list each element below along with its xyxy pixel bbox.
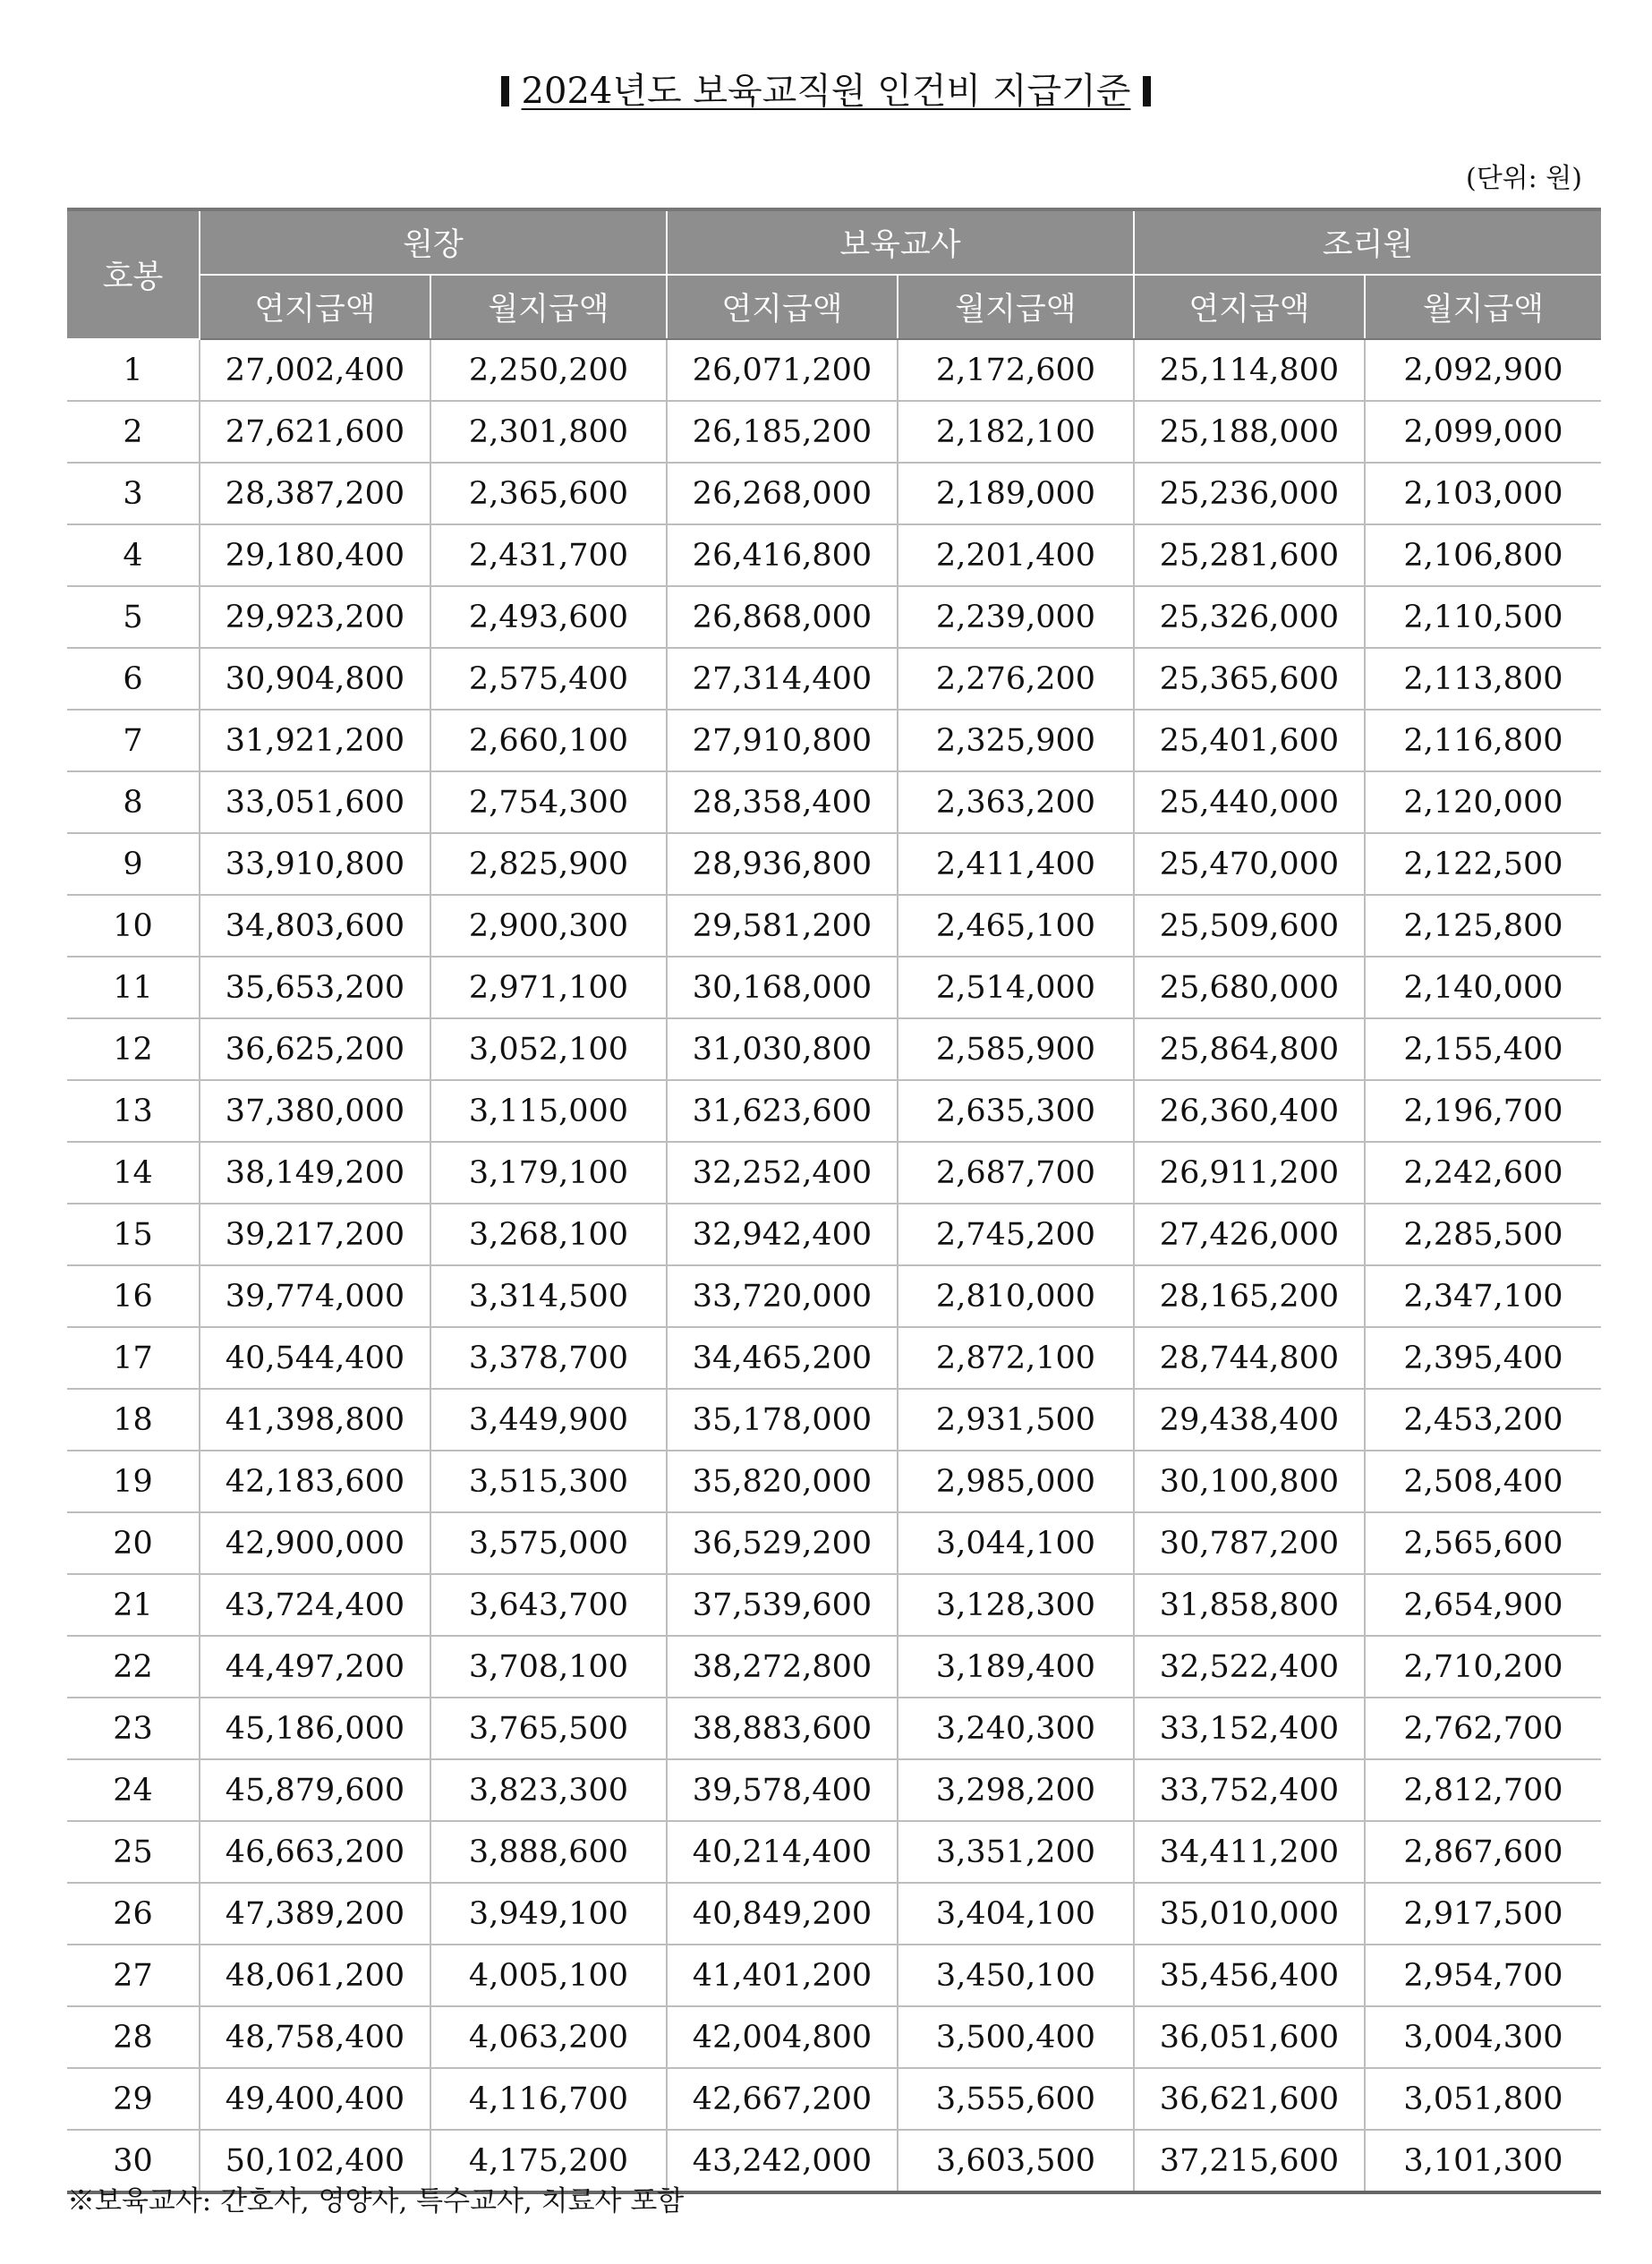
cell-cook-annual: 34,411,200 xyxy=(1134,1821,1365,1883)
header-sub-row xyxy=(67,275,1601,339)
table-row xyxy=(67,1142,1601,1204)
table-row xyxy=(67,771,1601,833)
cell-teacher-monthly: 2,276,200 xyxy=(898,648,1134,710)
cell-teacher-annual: 43,242,000 xyxy=(667,2130,898,2192)
cell-step: 12 xyxy=(67,1018,200,1080)
cell-cook-annual: 32,522,400 xyxy=(1134,1636,1365,1698)
cell-teacher-annual: 26,185,200 xyxy=(667,401,898,463)
cell-teacher-monthly: 3,450,100 xyxy=(898,1945,1134,2006)
cell-teacher-monthly: 3,500,400 xyxy=(898,2006,1134,2068)
cell-teacher-annual: 39,578,400 xyxy=(667,1759,898,1821)
cell-director-monthly: 3,378,700 xyxy=(430,1327,667,1389)
cell-teacher-monthly: 2,745,200 xyxy=(898,1204,1134,1265)
cell-cook-annual: 30,100,800 xyxy=(1134,1451,1365,1512)
header-group-teacher: 보육교사 xyxy=(667,209,1134,275)
cell-cook-annual: 25,365,600 xyxy=(1134,648,1365,710)
cell-teacher-monthly: 2,985,000 xyxy=(898,1451,1134,1512)
cell-step: 25 xyxy=(67,1821,200,1883)
cell-teacher-annual: 35,820,000 xyxy=(667,1451,898,1512)
cell-cook-monthly: 2,242,600 xyxy=(1365,1142,1601,1204)
cell-cook-monthly: 2,710,200 xyxy=(1365,1636,1601,1698)
cell-cook-monthly: 3,004,300 xyxy=(1365,2006,1601,2068)
cell-step: 6 xyxy=(67,648,200,710)
header-monthly: 월지급액 xyxy=(430,275,667,339)
cell-teacher-annual: 34,465,200 xyxy=(667,1327,898,1389)
cell-step: 30 xyxy=(67,2130,200,2192)
cell-cook-annual: 25,440,000 xyxy=(1134,771,1365,833)
cell-cook-monthly: 2,565,600 xyxy=(1365,1512,1601,1574)
table-row xyxy=(67,586,1601,648)
cell-director-monthly: 2,250,200 xyxy=(430,339,667,401)
cell-cook-monthly: 2,954,700 xyxy=(1365,1945,1601,2006)
cell-step: 15 xyxy=(67,1204,200,1265)
cell-cook-monthly: 2,654,900 xyxy=(1365,1574,1601,1636)
title-text: 2024년도 보육교직원 인건비 지급기준 xyxy=(521,71,1131,112)
table-row xyxy=(67,1574,1601,1636)
cell-teacher-annual: 40,849,200 xyxy=(667,1883,898,1945)
cell-cook-annual: 25,281,600 xyxy=(1134,524,1365,586)
table-row xyxy=(67,957,1601,1018)
cell-teacher-annual: 32,942,400 xyxy=(667,1204,898,1265)
cell-step: 19 xyxy=(67,1451,200,1512)
cell-step: 14 xyxy=(67,1142,200,1204)
cell-step: 28 xyxy=(67,2006,200,2068)
table-row xyxy=(67,1883,1601,1945)
cell-cook-monthly: 3,101,300 xyxy=(1365,2130,1601,2192)
cell-cook-annual: 25,401,600 xyxy=(1134,710,1365,771)
cell-step: 17 xyxy=(67,1327,200,1389)
header-step: 호봉 xyxy=(67,209,200,339)
cell-step: 22 xyxy=(67,1636,200,1698)
cell-teacher-annual: 26,268,000 xyxy=(667,463,898,524)
cell-teacher-monthly: 3,298,200 xyxy=(898,1759,1134,1821)
table-row xyxy=(67,1265,1601,1327)
cell-step: 23 xyxy=(67,1698,200,1759)
cell-director-annual: 49,400,400 xyxy=(200,2068,430,2130)
cell-teacher-annual: 42,004,800 xyxy=(667,2006,898,2068)
cell-cook-annual: 25,114,800 xyxy=(1134,339,1365,401)
cell-director-annual: 33,910,800 xyxy=(200,833,430,895)
cell-teacher-annual: 26,071,200 xyxy=(667,339,898,401)
header-monthly: 월지급액 xyxy=(1365,275,1601,339)
cell-director-annual: 42,183,600 xyxy=(200,1451,430,1512)
cell-cook-annual: 25,326,000 xyxy=(1134,586,1365,648)
cell-cook-monthly: 2,099,000 xyxy=(1365,401,1601,463)
cell-director-monthly: 2,575,400 xyxy=(430,648,667,710)
cell-step: 1 xyxy=(67,339,200,401)
table-header xyxy=(67,209,1601,339)
cell-teacher-monthly: 2,687,700 xyxy=(898,1142,1134,1204)
cell-cook-annual: 27,426,000 xyxy=(1134,1204,1365,1265)
cell-director-monthly: 3,643,700 xyxy=(430,1574,667,1636)
cell-director-monthly: 3,115,000 xyxy=(430,1080,667,1142)
cell-teacher-monthly: 2,172,600 xyxy=(898,339,1134,401)
cell-step: 3 xyxy=(67,463,200,524)
cell-teacher-monthly: 2,325,900 xyxy=(898,710,1134,771)
cell-step: 10 xyxy=(67,895,200,957)
cell-step: 2 xyxy=(67,401,200,463)
cell-director-monthly: 2,431,700 xyxy=(430,524,667,586)
cell-cook-annual: 37,215,600 xyxy=(1134,2130,1365,2192)
cell-director-annual: 37,380,000 xyxy=(200,1080,430,1142)
cell-director-monthly: 3,179,100 xyxy=(430,1142,667,1204)
cell-step: 29 xyxy=(67,2068,200,2130)
cell-director-monthly: 3,268,100 xyxy=(430,1204,667,1265)
cell-teacher-monthly: 3,044,100 xyxy=(898,1512,1134,1574)
cell-cook-monthly: 2,196,700 xyxy=(1365,1080,1601,1142)
table-row xyxy=(67,1636,1601,1698)
cell-director-annual: 40,544,400 xyxy=(200,1327,430,1389)
cell-cook-annual: 25,509,600 xyxy=(1134,895,1365,957)
cell-director-monthly: 3,575,000 xyxy=(430,1512,667,1574)
cell-director-annual: 29,180,400 xyxy=(200,524,430,586)
cell-step: 4 xyxy=(67,524,200,586)
cell-cook-monthly: 2,125,800 xyxy=(1365,895,1601,957)
cell-cook-monthly: 2,122,500 xyxy=(1365,833,1601,895)
table-row xyxy=(67,1327,1601,1389)
table-row xyxy=(67,1018,1601,1080)
header-annual: 연지급액 xyxy=(1134,275,1365,339)
cell-director-annual: 39,217,200 xyxy=(200,1204,430,1265)
cell-director-annual: 43,724,400 xyxy=(200,1574,430,1636)
cell-director-annual: 31,921,200 xyxy=(200,710,430,771)
cell-cook-annual: 36,051,600 xyxy=(1134,2006,1365,2068)
cell-teacher-monthly: 2,189,000 xyxy=(898,463,1134,524)
cell-step: 21 xyxy=(67,1574,200,1636)
cell-cook-annual: 28,165,200 xyxy=(1134,1265,1365,1327)
title-bar-right xyxy=(1143,76,1151,106)
cell-teacher-monthly: 2,585,900 xyxy=(898,1018,1134,1080)
cell-step: 24 xyxy=(67,1759,200,1821)
table-row xyxy=(67,1512,1601,1574)
cell-director-monthly: 2,493,600 xyxy=(430,586,667,648)
table-row xyxy=(67,1821,1601,1883)
cell-cook-monthly: 2,103,000 xyxy=(1365,463,1601,524)
cell-teacher-annual: 28,936,800 xyxy=(667,833,898,895)
cell-teacher-annual: 26,868,000 xyxy=(667,586,898,648)
cell-teacher-annual: 38,272,800 xyxy=(667,1636,898,1698)
cell-teacher-annual: 29,581,200 xyxy=(667,895,898,957)
cell-step: 26 xyxy=(67,1883,200,1945)
cell-teacher-annual: 31,623,600 xyxy=(667,1080,898,1142)
cell-cook-monthly: 2,155,400 xyxy=(1365,1018,1601,1080)
cell-teacher-annual: 36,529,200 xyxy=(667,1512,898,1574)
cell-teacher-annual: 27,314,400 xyxy=(667,648,898,710)
cell-cook-monthly: 2,106,800 xyxy=(1365,524,1601,586)
cell-teacher-monthly: 3,404,100 xyxy=(898,1883,1134,1945)
cell-teacher-monthly: 3,555,600 xyxy=(898,2068,1134,2130)
cell-teacher-annual: 40,214,400 xyxy=(667,1821,898,1883)
cell-cook-monthly: 2,113,800 xyxy=(1365,648,1601,710)
cell-teacher-annual: 38,883,600 xyxy=(667,1698,898,1759)
table-row xyxy=(67,2068,1601,2130)
table-row xyxy=(67,648,1601,710)
cell-cook-monthly: 2,867,600 xyxy=(1365,1821,1601,1883)
cell-director-annual: 34,803,600 xyxy=(200,895,430,957)
cell-cook-monthly: 2,116,800 xyxy=(1365,710,1601,771)
cell-director-annual: 38,149,200 xyxy=(200,1142,430,1204)
cell-cook-monthly: 2,347,100 xyxy=(1365,1265,1601,1327)
table-row xyxy=(67,895,1601,957)
cell-director-annual: 27,002,400 xyxy=(200,339,430,401)
table-row xyxy=(67,524,1601,586)
cell-teacher-monthly: 3,128,300 xyxy=(898,1574,1134,1636)
cell-director-annual: 45,879,600 xyxy=(200,1759,430,1821)
cell-teacher-monthly: 2,514,000 xyxy=(898,957,1134,1018)
cell-teacher-annual: 27,910,800 xyxy=(667,710,898,771)
cell-teacher-monthly: 3,603,500 xyxy=(898,2130,1134,2192)
table-row xyxy=(67,1204,1601,1265)
cell-step: 11 xyxy=(67,957,200,1018)
cell-cook-monthly: 2,762,700 xyxy=(1365,1698,1601,1759)
cell-cook-monthly: 2,812,700 xyxy=(1365,1759,1601,1821)
table-row xyxy=(67,463,1601,524)
cell-director-monthly: 3,765,500 xyxy=(430,1698,667,1759)
cell-director-monthly: 4,063,200 xyxy=(430,2006,667,2068)
cell-cook-annual: 28,744,800 xyxy=(1134,1327,1365,1389)
cell-director-monthly: 4,175,200 xyxy=(430,2130,667,2192)
header-annual: 연지급액 xyxy=(200,275,430,339)
cell-cook-annual: 30,787,200 xyxy=(1134,1512,1365,1574)
cell-cook-monthly: 2,140,000 xyxy=(1365,957,1601,1018)
cell-teacher-monthly: 3,240,300 xyxy=(898,1698,1134,1759)
cell-teacher-monthly: 2,411,400 xyxy=(898,833,1134,895)
table-row xyxy=(67,1080,1601,1142)
cell-step: 5 xyxy=(67,586,200,648)
cell-cook-monthly: 2,092,900 xyxy=(1365,339,1601,401)
cell-teacher-annual: 28,358,400 xyxy=(667,771,898,833)
cell-teacher-monthly: 2,182,100 xyxy=(898,401,1134,463)
cell-director-annual: 50,102,400 xyxy=(200,2130,430,2192)
cell-teacher-monthly: 2,810,000 xyxy=(898,1265,1134,1327)
cell-director-annual: 27,621,600 xyxy=(200,401,430,463)
cell-step: 18 xyxy=(67,1389,200,1451)
table-row xyxy=(67,833,1601,895)
cell-director-monthly: 2,301,800 xyxy=(430,401,667,463)
salary-table xyxy=(67,208,1601,2194)
cell-cook-annual: 25,864,800 xyxy=(1134,1018,1365,1080)
cell-cook-annual: 25,236,000 xyxy=(1134,463,1365,524)
cell-director-monthly: 2,365,600 xyxy=(430,463,667,524)
cell-teacher-monthly: 2,465,100 xyxy=(898,895,1134,957)
cell-cook-annual: 25,188,000 xyxy=(1134,401,1365,463)
cell-director-annual: 28,387,200 xyxy=(200,463,430,524)
cell-cook-annual: 36,621,600 xyxy=(1134,2068,1365,2130)
cell-cook-annual: 33,152,400 xyxy=(1134,1698,1365,1759)
footnote: ※보육교사: 간호사, 영양사, 특수교사, 치료사 포함 xyxy=(67,2185,685,2217)
header-group-cook: 조리원 xyxy=(1134,209,1601,275)
cell-cook-annual: 31,858,800 xyxy=(1134,1574,1365,1636)
cell-director-annual: 30,904,800 xyxy=(200,648,430,710)
cell-cook-monthly: 2,110,500 xyxy=(1365,586,1601,648)
cell-director-annual: 47,389,200 xyxy=(200,1883,430,1945)
table-body xyxy=(67,339,1601,2192)
table-row xyxy=(67,1945,1601,2006)
table-row xyxy=(67,339,1601,401)
cell-teacher-annual: 41,401,200 xyxy=(667,1945,898,2006)
header-monthly: 월지급액 xyxy=(898,275,1134,339)
table-row xyxy=(67,2006,1601,2068)
header-group-director: 원장 xyxy=(200,209,667,275)
cell-teacher-annual: 32,252,400 xyxy=(667,1142,898,1204)
cell-director-monthly: 3,888,600 xyxy=(430,1821,667,1883)
cell-teacher-annual: 37,539,600 xyxy=(667,1574,898,1636)
cell-director-annual: 48,758,400 xyxy=(200,2006,430,2068)
cell-cook-monthly: 2,917,500 xyxy=(1365,1883,1601,1945)
cell-director-annual: 45,186,000 xyxy=(200,1698,430,1759)
cell-director-monthly: 3,949,100 xyxy=(430,1883,667,1945)
cell-cook-annual: 35,456,400 xyxy=(1134,1945,1365,2006)
cell-director-monthly: 3,515,300 xyxy=(430,1451,667,1512)
cell-cook-annual: 29,438,400 xyxy=(1134,1389,1365,1451)
cell-director-monthly: 2,900,300 xyxy=(430,895,667,957)
cell-cook-annual: 25,680,000 xyxy=(1134,957,1365,1018)
cell-director-annual: 41,398,800 xyxy=(200,1389,430,1451)
cell-director-annual: 33,051,600 xyxy=(200,771,430,833)
cell-cook-monthly: 2,285,500 xyxy=(1365,1204,1601,1265)
cell-cook-annual: 26,911,200 xyxy=(1134,1142,1365,1204)
cell-teacher-monthly: 2,635,300 xyxy=(898,1080,1134,1142)
cell-teacher-monthly: 2,931,500 xyxy=(898,1389,1134,1451)
cell-director-monthly: 2,825,900 xyxy=(430,833,667,895)
unit-label: (단위: 원) xyxy=(1466,163,1582,194)
cell-director-annual: 48,061,200 xyxy=(200,1945,430,2006)
table-row xyxy=(67,401,1601,463)
cell-director-monthly: 3,314,500 xyxy=(430,1265,667,1327)
document-title xyxy=(0,64,1652,118)
cell-director-monthly: 3,823,300 xyxy=(430,1759,667,1821)
cell-director-annual: 39,774,000 xyxy=(200,1265,430,1327)
cell-cook-annual: 33,752,400 xyxy=(1134,1759,1365,1821)
cell-director-monthly: 2,754,300 xyxy=(430,771,667,833)
table-row xyxy=(67,1389,1601,1451)
cell-step: 8 xyxy=(67,771,200,833)
cell-cook-monthly: 2,508,400 xyxy=(1365,1451,1601,1512)
cell-step: 7 xyxy=(67,710,200,771)
cell-director-annual: 44,497,200 xyxy=(200,1636,430,1698)
cell-director-annual: 46,663,200 xyxy=(200,1821,430,1883)
cell-step: 16 xyxy=(67,1265,200,1327)
cell-cook-monthly: 2,453,200 xyxy=(1365,1389,1601,1451)
cell-step: 9 xyxy=(67,833,200,895)
cell-teacher-monthly: 2,201,400 xyxy=(898,524,1134,586)
cell-teacher-annual: 42,667,200 xyxy=(667,2068,898,2130)
cell-teacher-monthly: 2,239,000 xyxy=(898,586,1134,648)
cell-director-annual: 35,653,200 xyxy=(200,957,430,1018)
table-row xyxy=(67,1451,1601,1512)
header-annual: 연지급액 xyxy=(667,275,898,339)
cell-teacher-annual: 33,720,000 xyxy=(667,1265,898,1327)
cell-cook-monthly: 2,120,000 xyxy=(1365,771,1601,833)
title-bar-left xyxy=(501,76,509,106)
cell-step: 20 xyxy=(67,1512,200,1574)
cell-teacher-monthly: 3,351,200 xyxy=(898,1821,1134,1883)
cell-director-monthly: 2,660,100 xyxy=(430,710,667,771)
cell-cook-annual: 35,010,000 xyxy=(1134,1883,1365,1945)
cell-cook-annual: 26,360,400 xyxy=(1134,1080,1365,1142)
cell-step: 13 xyxy=(67,1080,200,1142)
header-group-row xyxy=(67,209,1601,275)
cell-director-annual: 36,625,200 xyxy=(200,1018,430,1080)
cell-director-monthly: 3,052,100 xyxy=(430,1018,667,1080)
cell-teacher-monthly: 2,872,100 xyxy=(898,1327,1134,1389)
cell-director-monthly: 4,116,700 xyxy=(430,2068,667,2130)
cell-director-monthly: 2,971,100 xyxy=(430,957,667,1018)
cell-director-annual: 42,900,000 xyxy=(200,1512,430,1574)
cell-teacher-annual: 35,178,000 xyxy=(667,1389,898,1451)
table-row xyxy=(67,710,1601,771)
cell-step: 27 xyxy=(67,1945,200,2006)
table-row xyxy=(67,1759,1601,1821)
cell-director-monthly: 3,708,100 xyxy=(430,1636,667,1698)
cell-teacher-monthly: 3,189,400 xyxy=(898,1636,1134,1698)
cell-director-monthly: 3,449,900 xyxy=(430,1389,667,1451)
cell-cook-monthly: 3,051,800 xyxy=(1365,2068,1601,2130)
cell-teacher-annual: 26,416,800 xyxy=(667,524,898,586)
table-row xyxy=(67,1698,1601,1759)
cell-director-annual: 29,923,200 xyxy=(200,586,430,648)
cell-cook-monthly: 2,395,400 xyxy=(1365,1327,1601,1389)
cell-director-monthly: 4,005,100 xyxy=(430,1945,667,2006)
cell-teacher-monthly: 2,363,200 xyxy=(898,771,1134,833)
cell-cook-annual: 25,470,000 xyxy=(1134,833,1365,895)
cell-teacher-annual: 31,030,800 xyxy=(667,1018,898,1080)
cell-teacher-annual: 30,168,000 xyxy=(667,957,898,1018)
